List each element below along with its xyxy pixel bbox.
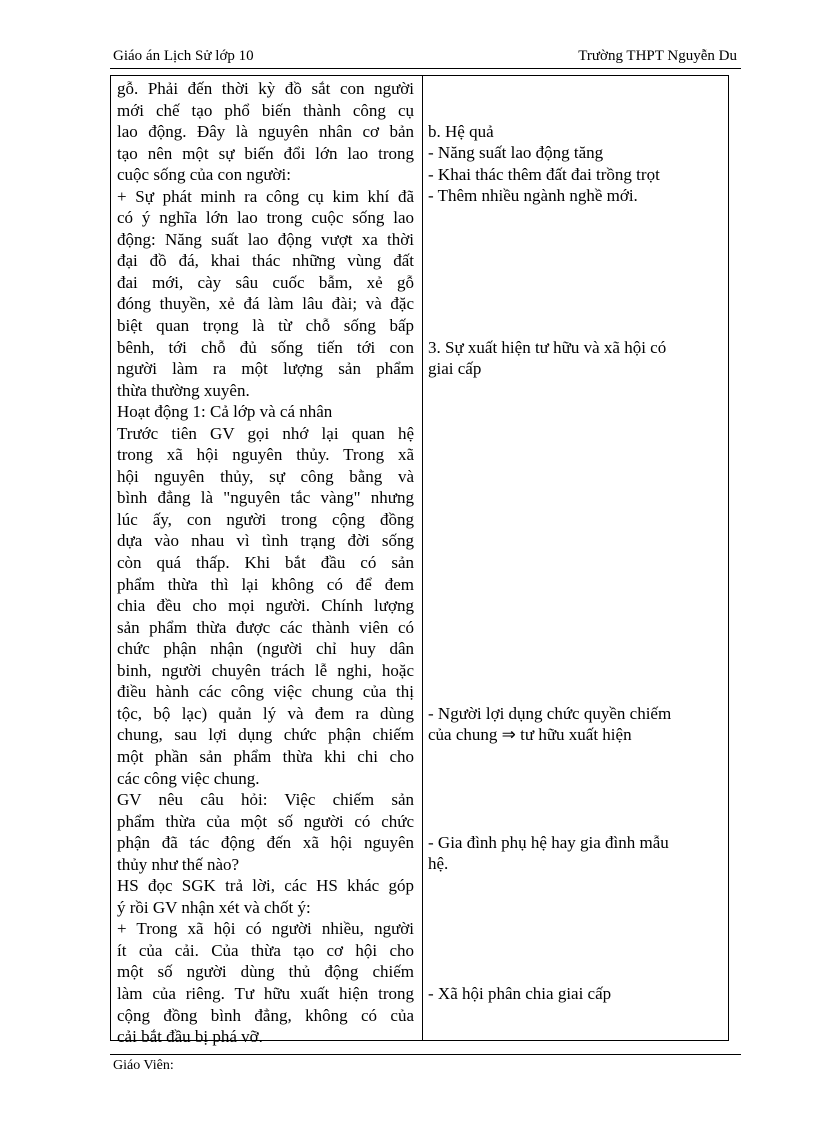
- left-line: người làm ra một lượng sản phẩm: [117, 359, 414, 379]
- left-line: tạo nên một sự biến đổi lớn lao trong: [117, 143, 414, 163]
- left-line: mới chế tạo phổ biến thành công cụ: [117, 100, 414, 120]
- left-line: biệt quan trọng là từ chỗ sống bấp: [117, 316, 414, 336]
- consequence-item: - Khai thác thêm đất đai trồng trọt: [428, 165, 660, 184]
- left-line: HS đọc SGK trả lời, các HS khác góp: [117, 876, 414, 896]
- left-line: phẩm thừa thì lại không có để đem: [117, 574, 414, 594]
- left-line: + Trong xã hội có người nhiều, người: [117, 919, 414, 939]
- left-line: trong xã hội nguyên thủy. Trong xã: [117, 445, 414, 465]
- left-line: chức phận nhận (người chỉ huy dân: [117, 639, 414, 659]
- left-line: lúc ấy, con người trong cộng đồng: [117, 509, 414, 529]
- left-line: bênh, tới chỗ đủ sống tiến tới con: [117, 337, 414, 357]
- left-line: + Sự phát minh ra công cụ kim khí đã: [117, 186, 414, 206]
- left-line: dựa vào nhau vì tình trạng đời sống: [117, 531, 414, 551]
- left-line: thừa thường xuyên.: [117, 380, 250, 400]
- consequence-item: - Thêm nhiều ngành nghề mới.: [428, 186, 638, 205]
- family-point: - Gia đình phụ hệ hay gia đình mẫu: [428, 833, 669, 852]
- lesson-table: [110, 75, 729, 1047]
- left-line: GV nêu câu hỏi: Việc chiếm sản: [117, 790, 414, 810]
- left-line: chung, sau lợi dụng chức phận chiếm: [117, 725, 414, 745]
- left-line: phẩm thừa của một số người có chức: [117, 811, 414, 831]
- left-line: một phần sản phẩm thừa khi chi cho: [117, 746, 414, 766]
- left-line: đại đồ đá, khai thác những vùng đất: [117, 251, 414, 271]
- left-line: cuộc sống của con người:: [117, 165, 291, 185]
- left-line: gỗ. Phải đến thời kỳ đồ sắt con người: [117, 79, 414, 98]
- left-line: hội nguyên thủy, sự công bằng và: [117, 466, 414, 486]
- left-line: lao động. Đây là nguyên nhân cơ bản: [117, 122, 414, 142]
- left-line: đai mới, cày sâu cuốc bẫm, xẻ gỗ: [117, 272, 414, 292]
- family-point-cont: hệ.: [428, 854, 449, 873]
- footer-rule: [110, 1054, 741, 1055]
- left-line: thủy như thế nào?: [117, 854, 240, 874]
- section-3-heading-cont: giai cấp: [428, 359, 482, 378]
- private-property-point: - Người lợi dụng chức quyền chiếm: [428, 704, 672, 723]
- footer-teacher-label: Giáo Viên:: [113, 1058, 174, 1073]
- left-line: bình đẳng là "nguyên tắc vàng" nhưng: [117, 488, 414, 508]
- left-line: có ý nghĩa lớn lao trong cuộc sống lao: [117, 208, 414, 228]
- left-line: đóng thuyền, xẻ đá làm lâu đài; và đặc: [117, 294, 414, 314]
- left-line: động: Năng suất lao động vượt xa thời: [117, 229, 414, 249]
- activity-heading: Hoạt động 1: Cả lớp và cá nhân: [117, 402, 333, 422]
- left-line: các công việc chung.: [117, 768, 260, 788]
- left-line: sản phẩm thừa được các thành viên có: [117, 617, 414, 637]
- left-line: binh, người chuyên trách lễ nghi, hoặc: [117, 660, 414, 680]
- header-rule: [110, 68, 741, 69]
- consequence-heading: b. Hệ quả: [428, 122, 494, 141]
- left-line: còn quá thấp. Khi bắt đầu có sản: [117, 553, 414, 573]
- private-property-point-cont: của chung ⇒ tư hữu xuất hiện: [428, 725, 632, 744]
- column-divider: [422, 76, 423, 1040]
- header-subject: Giáo án Lịch Sử lớp 10: [113, 48, 254, 64]
- left-line: ít của cải. Của thừa tạo cơ hội cho: [117, 940, 414, 960]
- left-line: Trước tiên GV gọi nhớ lại quan hệ: [117, 423, 414, 443]
- left-line: phận đã tác động đến xã hội nguyên: [117, 833, 414, 853]
- class-division-point: - Xã hội phân chia giai cấp: [428, 984, 612, 1003]
- header-school: Trường THPT Nguyễn Du: [578, 48, 737, 64]
- left-line: cộng đồng bình đẳng, không có của: [117, 1005, 414, 1025]
- left-line: điều hành các công việc chung của thị: [117, 682, 414, 702]
- left-line: cải bắt đầu bị phá vỡ.: [117, 1027, 263, 1047]
- left-line: ý rồi GV nhận xét và chốt ý:: [117, 897, 311, 917]
- left-line: chia đều cho mọi người. Chính lượng: [117, 596, 414, 616]
- left-line: tộc, bộ lạc) quản lý và đem ra dùng: [117, 703, 414, 723]
- section-3-heading: 3. Sự xuất hiện tư hữu và xã hội có: [428, 338, 667, 357]
- left-line: làm của riêng. Tư hữu xuất hiện trong: [117, 983, 414, 1003]
- consequence-item: - Năng suất lao động tăng: [428, 143, 604, 162]
- left-line: một số người dùng thủ động chiếm: [117, 962, 414, 982]
- teacher-student-activity-column: [117, 78, 414, 1048]
